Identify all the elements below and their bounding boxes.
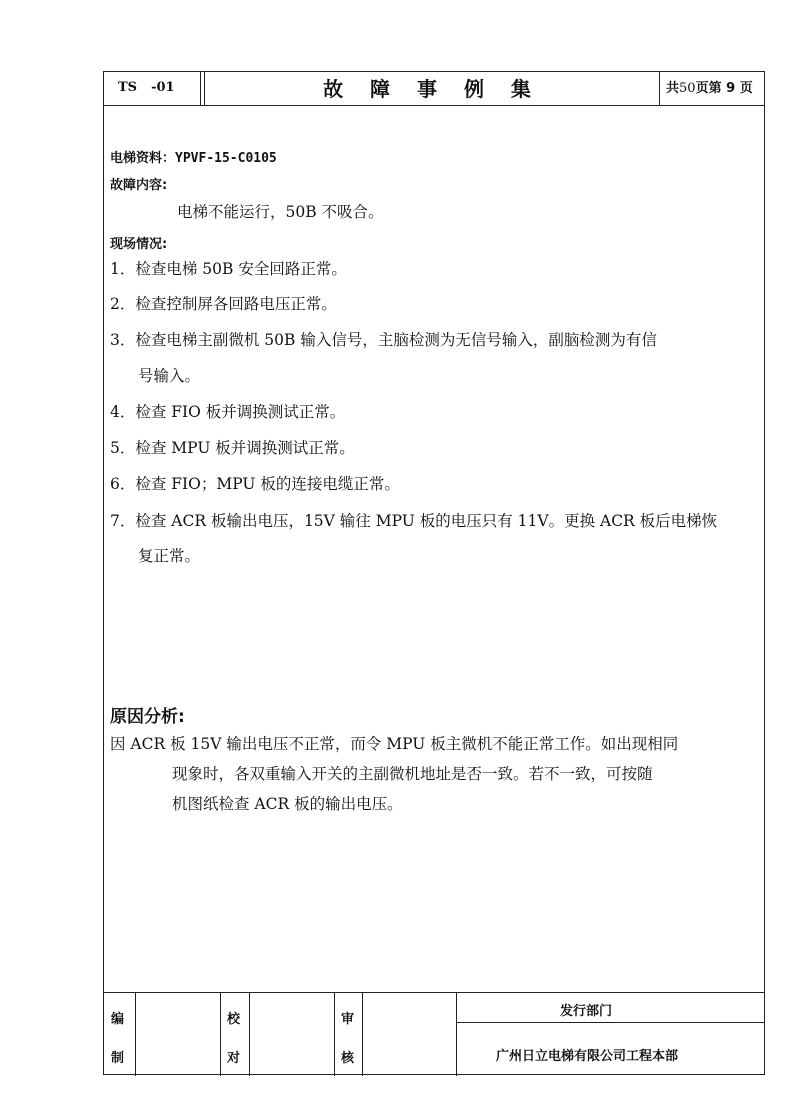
footer-divider	[456, 1022, 764, 1023]
doc-title: 故 障 事 例 集	[205, 72, 660, 105]
issuing-dept-label: 发行部门	[560, 1004, 613, 1019]
step-3-cont: 号输入。	[138, 367, 201, 385]
footer-divider	[362, 993, 363, 1076]
elevator-model: YPVF-15-C0105	[175, 151, 277, 166]
analysis-line-2: 现象时，各双重输入开关的主副微机地址是否一致。若不一致，可按随	[172, 765, 653, 783]
analysis-line-3: 机图纸检查 ACR 板的输出电压。	[172, 795, 403, 813]
page-total: 50	[679, 81, 696, 96]
fault-text: 电梯不能运行，50B 不吸合。	[177, 203, 384, 221]
analysis-title: 原因分析:	[110, 707, 185, 727]
fault-label: 故障内容:	[110, 178, 168, 193]
footer-divider	[249, 993, 250, 1076]
reviewer-label-1: 审	[341, 1012, 355, 1027]
footer-divider	[220, 993, 221, 1076]
editor-label-2: 制	[111, 1051, 125, 1066]
step-4: 4．检查 FIO 板并调换测试正常。	[110, 403, 346, 421]
elevator-info	[110, 147, 277, 166]
doc-code	[104, 72, 201, 105]
page-number: 9	[726, 81, 736, 96]
signature-footer	[104, 992, 764, 1076]
step-7-cont: 复正常。	[138, 547, 201, 565]
page-prefix: 共	[666, 81, 680, 96]
step-7: 7．检查 ACR 板输出电压，15V 输往 MPU 板的电压只有 11V。更换 ACR 板后电梯恢	[110, 512, 718, 530]
document-frame	[103, 71, 765, 1075]
analysis-line-1: 因 ACR 板 15V 输出电压不正常，而令 MPU 板主微机不能正常工作。如出现相同	[110, 735, 679, 753]
editor-label-1: 编	[111, 1012, 125, 1027]
doc-code-number: -01	[151, 80, 175, 95]
page-mid: 页第	[695, 81, 722, 96]
proofreader-label-2: 对	[227, 1051, 241, 1066]
doc-code-prefix: TS	[118, 80, 138, 95]
issuing-dept-name: 广州日立电梯有限公司工程本部	[496, 1049, 679, 1064]
step-6: 6．检查 FIO；MPU 板的连接电缆正常。	[110, 475, 400, 493]
footer-divider	[334, 993, 335, 1076]
step-3: 3．检查电梯主副微机 50B 输入信号，主脑检测为无信号输入，副脑检测为有信	[110, 331, 657, 349]
elevator-label: 电梯资料：	[110, 151, 176, 166]
step-5: 5．检查 MPU 板并调换测试正常。	[110, 439, 355, 457]
footer-divider	[135, 993, 136, 1076]
header-row	[104, 72, 764, 106]
reviewer-label-2: 核	[341, 1051, 355, 1066]
page-indicator	[660, 72, 764, 105]
proofreader-label-1: 校	[227, 1012, 241, 1027]
page-suffix: 页	[739, 81, 753, 96]
step-1: 1．检查电梯 50B 安全回路正常。	[110, 260, 347, 278]
step-2: 2．检查控制屏各回路电压正常。	[110, 295, 337, 313]
site-label: 现场情况:	[110, 237, 168, 252]
footer-divider	[456, 993, 457, 1076]
